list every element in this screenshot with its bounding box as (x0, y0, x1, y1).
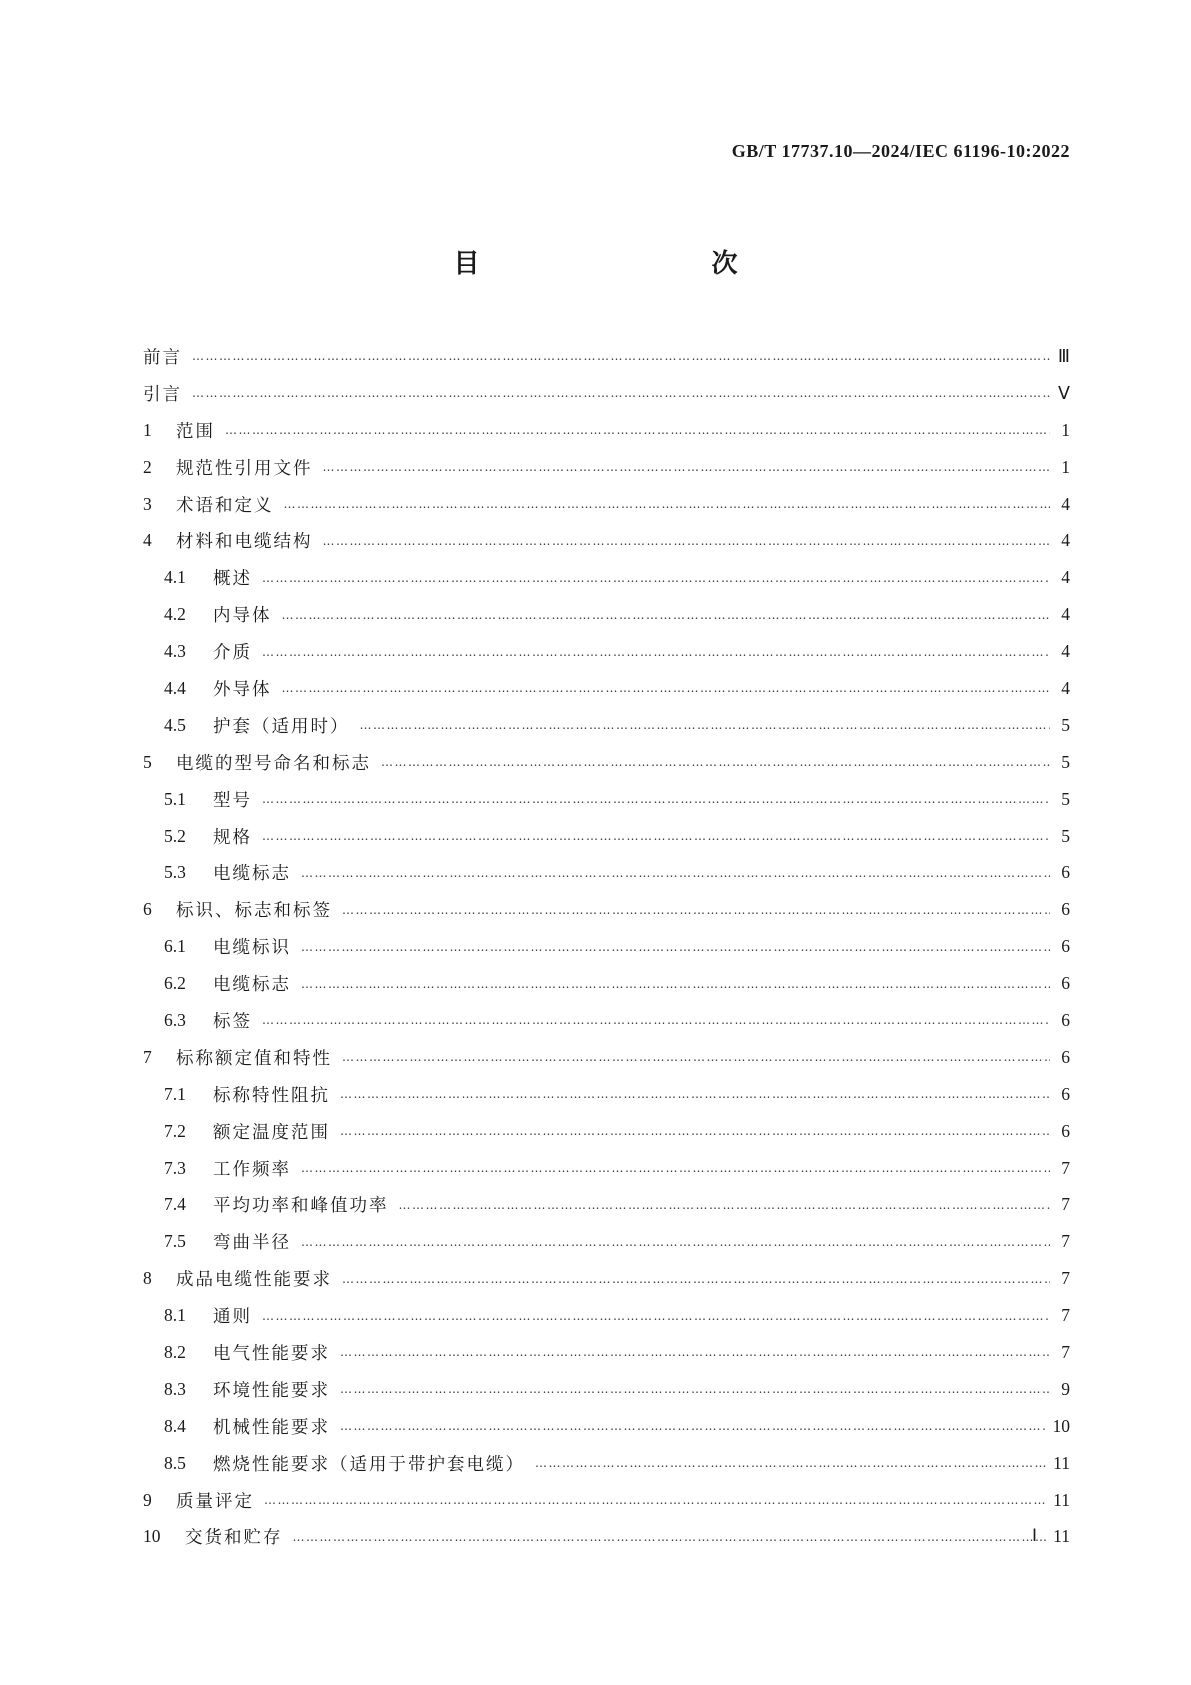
toc-entry[interactable] (143, 1039, 1070, 1076)
toc-dot-leader (340, 1124, 1050, 1138)
toc-entry[interactable] (143, 1113, 1070, 1150)
toc-dot-leader (342, 1272, 1050, 1286)
toc-entry-label: 成品电缆性能要求 (176, 1270, 332, 1291)
toc-entry[interactable] (143, 1445, 1070, 1482)
toc-entry[interactable] (143, 338, 1070, 375)
toc-dot-leader (262, 829, 1050, 843)
toc-dot-leader (323, 460, 1051, 474)
toc-entry-label: 概述 (213, 569, 252, 590)
toc-entry[interactable] (143, 1482, 1070, 1519)
page-title: 目 次 (453, 249, 798, 279)
toc-entry-label: 环境性能要求 (213, 1380, 330, 1401)
toc-dot-leader (262, 1013, 1050, 1027)
toc-dot-leader (340, 1419, 1047, 1433)
toc-entry-label: 规格 (213, 827, 252, 848)
toc-entry-page: 1 (1061, 419, 1070, 440)
toc-entry-label: 标称额定值和特性 (176, 1048, 332, 1069)
toc-dot-leader (340, 1382, 1050, 1396)
toc-entry[interactable] (143, 670, 1070, 707)
toc-entry-label: 通则 (213, 1307, 252, 1328)
toc-dot-leader (262, 645, 1050, 659)
toc-entry-label: 电缆标志 (213, 975, 291, 996)
toc-entry-number: 8.4 (164, 1415, 186, 1436)
toc-entry-number: 7.1 (164, 1083, 186, 1104)
toc-entry[interactable] (143, 522, 1070, 559)
toc-entry-page: 11 (1053, 1452, 1070, 1473)
toc-entry-number: 10 (143, 1526, 161, 1547)
toc-entry-page: 5 (1061, 788, 1070, 809)
toc-entry[interactable] (143, 1076, 1070, 1113)
toc-dot-leader (301, 1235, 1050, 1249)
toc-entry[interactable] (143, 1408, 1070, 1445)
toc-entry-page: 6 (1061, 936, 1070, 957)
toc-dot-leader (284, 497, 1051, 511)
toc-entry-page: 7 (1061, 1194, 1070, 1215)
toc-entry-page: 6 (1061, 973, 1070, 994)
table-of-contents (143, 338, 1070, 1555)
toc-entry-label: 电缆标志 (213, 864, 291, 885)
toc-entry-page: 9 (1061, 1378, 1070, 1399)
toc-entry[interactable] (143, 781, 1070, 818)
toc-entry[interactable] (143, 707, 1070, 744)
toc-entry-page: 6 (1061, 1120, 1070, 1141)
toc-entry-number: 8 (143, 1268, 152, 1289)
toc-entry[interactable] (143, 449, 1070, 486)
toc-dot-leader (262, 571, 1050, 585)
toc-entry-label: 材料和电缆结构 (176, 532, 313, 553)
toc-entry[interactable] (143, 1519, 1070, 1556)
toc-entry-label: 电缆的型号命名和标志 (176, 753, 371, 774)
toc-dot-leader (342, 903, 1050, 917)
toc-entry-page: 11 (1053, 1489, 1070, 1510)
toc-dot-leader (262, 792, 1050, 806)
toc-entry[interactable] (143, 1297, 1070, 1334)
toc-entry-number: 4.3 (164, 641, 186, 662)
toc-entry-label: 型号 (213, 790, 252, 811)
toc-entry-number: 4.2 (164, 604, 186, 625)
toc-entry-number: 7.4 (164, 1194, 186, 1215)
toc-entry-page: 7 (1061, 1231, 1070, 1252)
toc-entry-page: 5 (1061, 751, 1070, 772)
toc-entry-page: 7 (1061, 1341, 1070, 1362)
toc-entry-label: 术语和定义 (176, 495, 274, 516)
toc-entry-label: 电气性能要求 (213, 1343, 330, 1364)
toc-entry-label: 质量评定 (176, 1491, 254, 1512)
toc-entry-number: 7.2 (164, 1120, 186, 1141)
toc-entry-label: 护套（适用时） (213, 716, 350, 737)
toc-entry-number: 4.4 (164, 677, 186, 698)
toc-entry-page: 6 (1061, 1009, 1070, 1030)
toc-entry-page: 11 (1053, 1526, 1070, 1547)
toc-dot-leader (301, 977, 1050, 991)
toc-entry-page: 4 (1061, 604, 1070, 625)
toc-entry-label: 平均功率和峰值功率 (213, 1196, 389, 1217)
toc-entry-number: 7 (143, 1046, 152, 1067)
toc-entry-page: 10 (1052, 1415, 1070, 1436)
toc-entry-label: 标称特性阻抗 (213, 1085, 330, 1106)
toc-entry[interactable] (143, 486, 1070, 523)
toc-dot-leader (342, 1050, 1050, 1064)
toc-entry-number: 2 (143, 456, 152, 477)
toc-entry-number: 8.5 (164, 1452, 186, 1473)
toc-entry[interactable] (143, 1371, 1070, 1408)
toc-entry[interactable] (143, 1260, 1070, 1297)
toc-entry[interactable] (143, 1150, 1070, 1187)
toc-entry-number: 6.2 (164, 973, 186, 994)
toc-entry[interactable] (143, 375, 1070, 412)
toc-entry-label: 内导体 (213, 606, 272, 627)
toc-entry-page: Ⅴ (1058, 382, 1070, 403)
toc-dot-leader (340, 1345, 1050, 1359)
toc-entry-page: 6 (1061, 862, 1070, 883)
toc-dot-leader (301, 1161, 1050, 1175)
toc-entry-label: 标识、标志和标签 (176, 901, 332, 922)
toc-entry-number: 6 (143, 899, 152, 920)
toc-entry-label: 介质 (213, 643, 252, 664)
toc-entry-page: Ⅲ (1057, 345, 1070, 366)
toc-entry-label: 电缆标识 (213, 938, 291, 959)
toc-entry-number: 1 (143, 419, 152, 440)
toc-dot-leader (282, 608, 1051, 622)
toc-entry-page: 4 (1061, 641, 1070, 662)
toc-entry-page: 6 (1061, 1083, 1070, 1104)
toc-entry[interactable] (143, 596, 1070, 633)
toc-entry-label: 额定温度范围 (213, 1122, 330, 1143)
toc-entry-page: 5 (1061, 825, 1070, 846)
toc-entry-number: 8.3 (164, 1378, 186, 1399)
toc-dot-leader (381, 755, 1050, 769)
toc-entry-page: 7 (1061, 1268, 1070, 1289)
toc-entry-label: 燃烧性能要求（适用于带护套电缆） (213, 1454, 525, 1475)
toc-entry-label: 规范性引用文件 (176, 458, 313, 479)
page-number: Ⅰ (1032, 1526, 1038, 1545)
toc-entry-page: 1 (1061, 456, 1070, 477)
toc-entry-label: 外导体 (213, 679, 272, 700)
toc-entry-number: 6.1 (164, 936, 186, 957)
toc-entry-page: 6 (1061, 899, 1070, 920)
toc-entry-page: 4 (1061, 493, 1070, 514)
toc-entry-label: 范围 (176, 421, 215, 442)
toc-entry[interactable] (143, 1334, 1070, 1371)
toc-entry[interactable] (143, 1186, 1070, 1223)
toc-entry-number: 7.5 (164, 1231, 186, 1252)
toc-entry-label: 弯曲半径 (213, 1233, 291, 1254)
toc-entry-label: 引言 (143, 384, 182, 405)
toc-dot-leader (262, 1309, 1050, 1323)
toc-entry-number: 9 (143, 1489, 152, 1510)
toc-entry[interactable] (143, 928, 1070, 965)
toc-entry-page: 4 (1061, 530, 1070, 551)
toc-entry[interactable] (143, 818, 1070, 855)
toc-dot-leader (225, 423, 1050, 437)
toc-dot-leader (323, 534, 1051, 548)
toc-entry[interactable] (143, 891, 1070, 928)
toc-entry[interactable] (143, 965, 1070, 1002)
toc-dot-leader (293, 1530, 1048, 1544)
toc-dot-leader (399, 1198, 1051, 1212)
toc-entry-number: 8.2 (164, 1341, 186, 1362)
toc-dot-leader (301, 940, 1050, 954)
toc-dot-leader (340, 1087, 1050, 1101)
toc-entry-number: 4.5 (164, 714, 186, 735)
toc-entry-label: 工作频率 (213, 1159, 291, 1180)
toc-entry-number: 5 (143, 751, 152, 772)
toc-entry[interactable] (143, 854, 1070, 891)
toc-entry-page: 7 (1061, 1157, 1070, 1178)
toc-entry-number: 6.3 (164, 1009, 186, 1030)
toc-entry-number: 4 (143, 530, 152, 551)
toc-dot-leader (192, 349, 1050, 363)
toc-dot-leader (301, 866, 1050, 880)
toc-dot-leader (282, 681, 1051, 695)
toc-dot-leader (360, 718, 1051, 732)
toc-entry-page: 4 (1061, 677, 1070, 698)
toc-entry-label: 标签 (213, 1011, 252, 1032)
toc-dot-leader (264, 1493, 1047, 1507)
toc-entry-label: 交货和贮存 (185, 1528, 283, 1549)
toc-entry-number: 5.1 (164, 788, 186, 809)
toc-entry[interactable] (143, 1002, 1070, 1039)
toc-entry-number: 3 (143, 493, 152, 514)
toc-entry-page: 6 (1061, 1046, 1070, 1067)
toc-entry-label: 前言 (143, 347, 182, 368)
toc-dot-leader (192, 386, 1050, 400)
toc-entry-number: 8.1 (164, 1305, 186, 1326)
toc-entry[interactable] (143, 559, 1070, 596)
toc-entry[interactable] (143, 1223, 1070, 1260)
toc-entry-page: 7 (1061, 1305, 1070, 1326)
toc-entry-number: 7.3 (164, 1157, 186, 1178)
toc-entry-label: 机械性能要求 (213, 1417, 330, 1438)
toc-entry[interactable] (143, 412, 1070, 449)
toc-dot-leader (535, 1456, 1047, 1470)
toc-entry-page: 5 (1061, 714, 1070, 735)
toc-entry[interactable] (143, 633, 1070, 670)
standard-code: GB/T 17737.10—2024/IEC 61196-10:2022 (731, 141, 1070, 161)
toc-entry-page: 4 (1061, 567, 1070, 588)
toc-entry-number: 4.1 (164, 567, 186, 588)
toc-entry-number: 5.3 (164, 862, 186, 883)
toc-entry-number: 5.2 (164, 825, 186, 846)
toc-entry[interactable] (143, 744, 1070, 781)
